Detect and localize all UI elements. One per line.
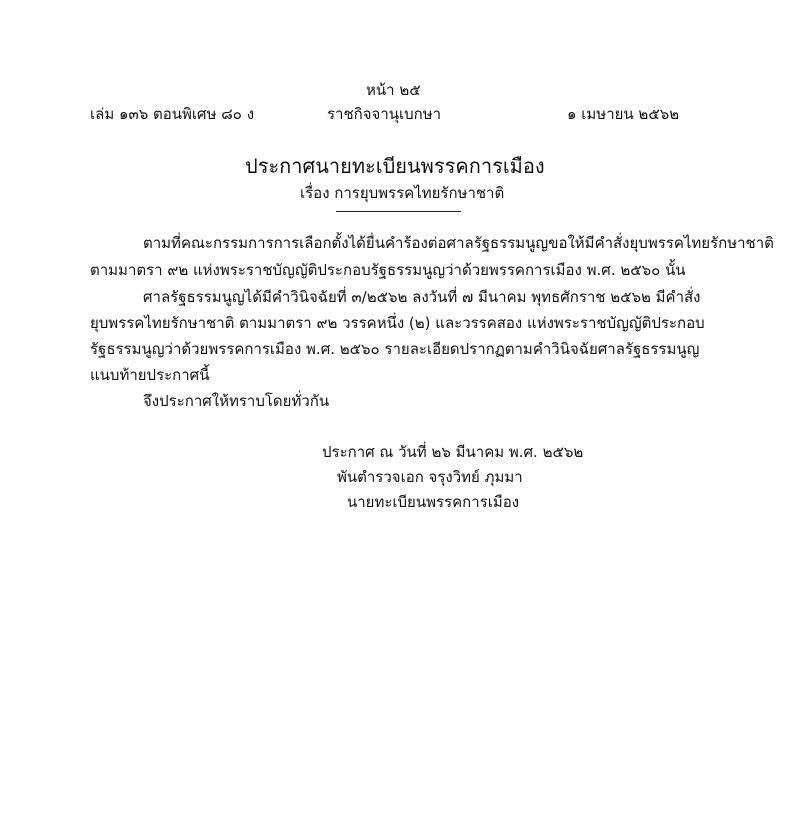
announcement-title: ประกาศนายทะเบียนพรรคการเมือง <box>245 154 545 178</box>
body-line-2: ตามมาตรา ๙๒ แห่งพระราชบัญญัติประกอบรัฐธรรมนูญว่าด้วยพรรคการเมือง พ.ศ. ๒๕๖๐ นั้น <box>90 261 686 279</box>
volume-issue: เล่ม ๑๓๖ ตอนพิเศษ ๘๐ ง <box>90 105 255 123</box>
body-line-6: แนบท้ายประกาศนี้ <box>90 366 210 384</box>
announcement-subject: เรื่อง การยุบพรรคไทยรักษาชาติ <box>300 184 505 202</box>
announcement-date: ประกาศ ณ วันที่ ๒๖ มีนาคม พ.ศ. ๒๕๖๒ <box>322 443 584 461</box>
signatory-name: พันตำรวจเอก จรุงวิทย์ ภุมมา <box>337 468 523 486</box>
title-divider <box>336 211 461 212</box>
gazette-date: ๑ เมษายน ๒๕๖๒ <box>567 105 680 123</box>
body-line-3: ศาลรัฐธรรมนูญได้มีคำวินิจฉัยที่ ๓/๒๕๖๒ ลงวันที่ ๗ มีนาคม พุทธศักราช ๒๕๖๒ มีคำสั่ง <box>143 288 701 306</box>
body-line-1: ตามที่คณะกรรมการการเลือกตั้งได้ยื่นคำร้องต่อศาลรัฐธรรมนูญขอให้มีคำสั่งยุบพรรคไทยรักษาชาติ <box>143 234 774 252</box>
page-number: หน้า ๒๕ <box>366 81 421 99</box>
body-line-7: จึงประกาศให้ทราบโดยทั่วกัน <box>143 392 330 410</box>
gazette-name: ราชกิจจานุเบกษา <box>327 105 442 123</box>
body-line-4: ยุบพรรคไทยรักษาชาติ ตามมาตรา ๙๒ วรรคหนึ่ง (๒) และวรรคสอง แห่งพระราชบัญญัติประกอบ <box>90 314 705 332</box>
signatory-position: นายทะเบียนพรรคการเมือง <box>347 493 520 511</box>
body-line-5: รัฐธรรมนูญว่าด้วยพรรคการเมือง พ.ศ. ๒๕๖๐ รายละเอียดปรากฏตามคำวินิจฉัยศาลรัฐธรรมนูญ <box>90 340 700 358</box>
